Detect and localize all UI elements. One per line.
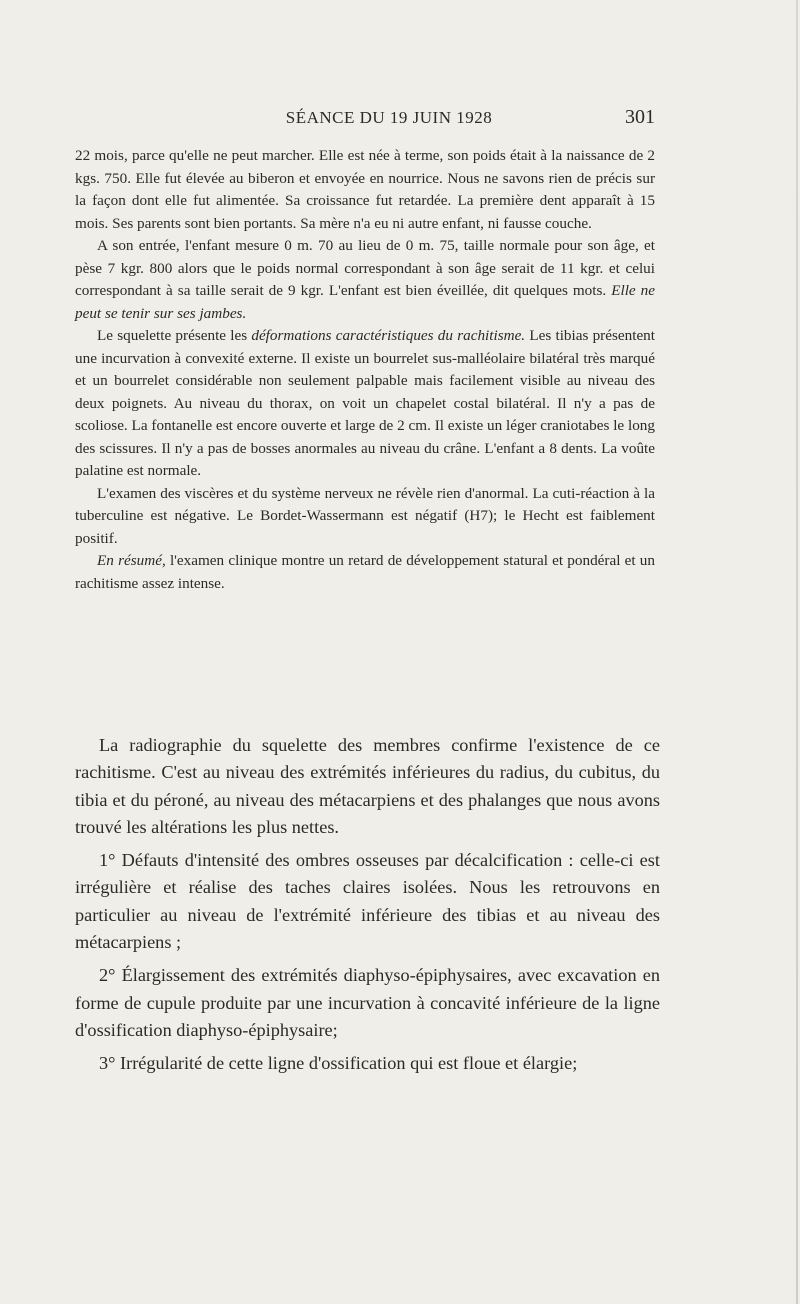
text-run: L'examen des viscères et du système nerveux ne révèle rien d'anormal. La cuti-réaction à la tuberculine est négative. Le Bordet-Wassermann est négatif (H7); le Hecht est faiblement positif.: [75, 484, 655, 547]
text-run: 22 mois, parce qu'elle ne peut marcher. Elle est née à terme, son poids était à la naissance de 2 kgs. 750. Elle fut élevée au biberon et envoyée en nourrice. Nous ne savons rien de précis sur la façon dont elle fut alimentée. Sa croissance fut retardée. La première dent apparaît à 15 mois. Ses parents sont bien portants. Sa mère n'a eu ni autre enfant, ni fausse couche.: [75, 147, 655, 232]
italic-text-run: Elle ne peut se tenir sur ses jambes.: [75, 282, 655, 322]
italic-text-run: En résumé,: [97, 552, 166, 569]
italic-text-run: déformations caractéristiques du rachitisme.: [251, 327, 526, 344]
text-run: l'examen clinique montre un retard de développement statural et pondéral et un rachitisme assez intense.: [75, 552, 655, 592]
paragraph: [75, 235, 655, 325]
page-edge-shadow: [796, 0, 798, 1304]
paragraph: [75, 483, 655, 551]
paragraph: [75, 325, 655, 483]
finding-item: 1° Défauts d'intensité des ombres osseuses par décalcification : celle-ci est irrégulière et réalise des taches claires isolées. Nous les retrouvons en particulier au niveau de l'extrémité inférieure des tibias et au niveau des métacarpiens ;: [75, 850, 660, 953]
text-run: Le squelette présente les: [97, 327, 252, 344]
page-header: [75, 104, 655, 134]
paragraph: [75, 550, 655, 595]
finding-item: 2° Élargissement des extrémités diaphyso-épiphysaires, avec excavation en forme de cupule produite par une incurvation à concavité inférieure de la ligne d'ossification diaphyso-épiphysaire;: [75, 965, 660, 1040]
running-title: SÉANCE DU 19 JUIN 1928: [285, 108, 493, 127]
radiography-findings-text: [75, 732, 660, 1078]
paragraph: [75, 145, 655, 235]
page-number: 301: [625, 106, 655, 128]
case-report-text: [75, 145, 655, 595]
paragraph: La radiographie du squelette des membres confirme l'existence de ce rachitisme. C'est au niveau des extrémités inférieures du radius, du cubitus, du tibia et du péroné, au niveau des métacarpiens et des phalanges que nous avons trouvé les altérations les plus nettes.: [75, 735, 660, 837]
text-run: Les tibias présentent une incurvation à convexité externe. Il existe un bourrelet sus-malléolaire bilatéral très marqué et un bourrelet considérable non seulement palpable mais facilement visible au niveau des deux poignets. Au niveau du thorax, on voit un chapelet costal bilatéral. Il n'y a pas de scoliose. La fontanelle est encore ouverte et large de 2 cm. Il existe un léger craniotabes le long des scissures. Il n'y a pas de bosses anormales au niveau du crâne. L'enfant a 8 dents. La voûte palatine est normale.: [75, 327, 655, 479]
finding-item: 3° Irrégularité de cette ligne d'ossification qui est floue et élargie;: [99, 1053, 578, 1074]
text-run: A son entrée, l'enfant mesure 0 m. 70 au lieu de 0 m. 75, taille normale pour son âge, et pèse 7 kgr. 800 alors que le poids normal correspondant à son âge serait de 11 kgr. et celui correspondant à sa taille serait de 9 kgr. L'enfant est bien éveillée, dit quelques mots.: [75, 237, 655, 299]
